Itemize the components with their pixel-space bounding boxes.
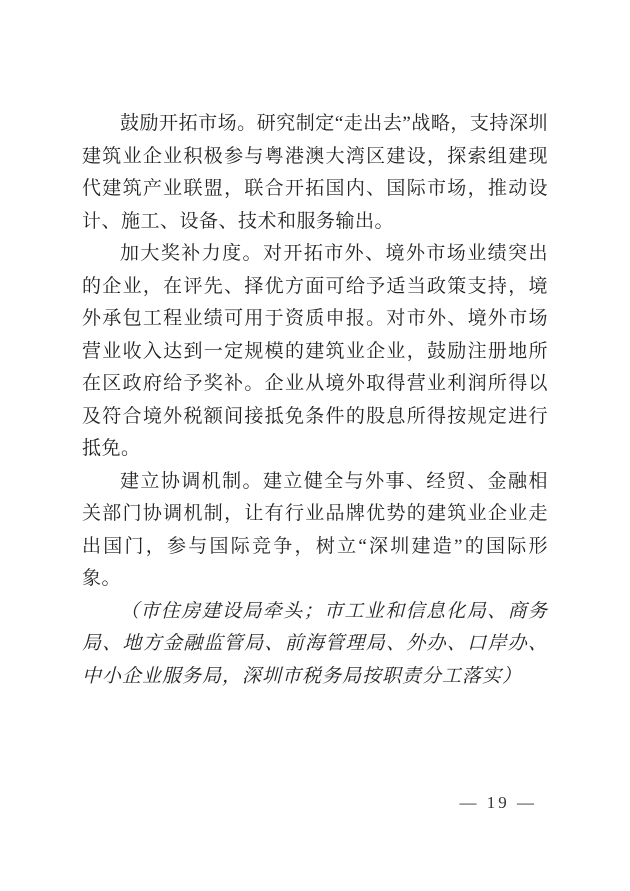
paragraph-coordination-mechanism: 建立协调机制。建立健全与外事、经贸、金融相关部门协调机制，让有行业品牌优势的建筑业企业走出国门，参与国际竞争，树立“深圳建造”的国际形象。: [82, 470, 548, 589]
paragraph-reward-subsidy: 加大奖补力度。对开拓市外、境外市场业绩突出的企业，在评先、择优方面可给予适当政策支持，境外承包工程业绩可用于资质申报。对市外、境外市场营业收入达到一定规模的建筑业企业，鼓励注册地所在区政府给予奖补。企业从境外取得营业利润所得以及符合境外税额间接抵免条件的股息所得按规定进行抵免。: [82, 243, 548, 459]
page-number: — 19 —: [459, 793, 537, 812]
paragraph-market-expansion: 鼓励开拓市场。研究制定“走出去”战略，支持深圳建筑业企业积极参与粤港澳大湾区建设，探索组建现代建筑产业联盟，联合开拓国内、国际市场，推动设计、施工、设备、技术和服务输出。: [82, 113, 548, 232]
document-body: [82, 108, 548, 693]
paragraph-responsible-departments: （市住房建设局牵头；市工业和信息化局、商务局、地方金融监管局、前海管理局、外办、口岸办、中小企业服务局，深圳市税务局按职责分工落实）: [82, 600, 548, 687]
